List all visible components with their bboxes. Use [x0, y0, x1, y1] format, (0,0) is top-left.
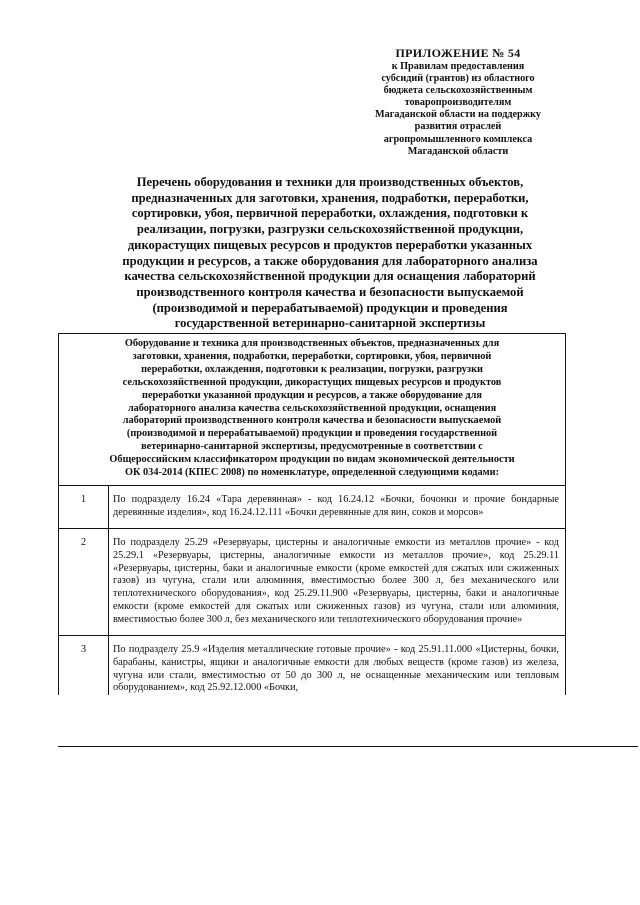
title-line: продукции и ресурсов, а также оборудования для лабораторного анализа: [122, 253, 538, 268]
row-number: 1: [59, 485, 109, 528]
header-line: переработки, охлаждения, подготовки к реализации, погрузки, разгрузки: [141, 363, 483, 375]
row-text: По подразделу 25.29 «Резервуары, цистерны и аналогичные емкости из металлов прочие» - код 25.29.1 «Резервуары, цистерны, аналогичные емкости из металлов прочие», код 25.29.11 «Резервуары, цистерны, баки и аналогичные емкости (кроме емкостей для сжатых или сжиженных газов) из чугуна, стали или алюминия, вместимостью более 300 л, без механического или теплотехнического оборудования», код 25.29.11.900 «Резервуары, цистерны, баки и аналогичные емкости (кроме емкостей для сжатых или сжиженных газов) из чугуна, стали или алюминия, вместимостью более 300 л, без механического или теплотехнического оборудования прочие»: [109, 529, 566, 636]
title-line: реализации, погрузки, разгрузки сельскохозяйственной продукции,: [136, 222, 524, 237]
row-number: 2: [59, 529, 109, 636]
title-line: качества сельскохозяйственной продукции для оснащения лабораторий: [124, 269, 536, 284]
title-line: государственной ветеринарно-санитарной экспертизы: [174, 316, 486, 331]
title-line: сортировки, убоя, первичной переработки, охлаждения, подготовки к: [131, 206, 529, 221]
appendix-line: товаропроизводителям: [404, 97, 512, 109]
appendix-line: к Правилам предоставления: [391, 61, 525, 72]
row-text: По подразделу 25.9 «Изделия металлические готовые прочие» - код 25.91.11.000 «Цистерны, бочки, барабаны, канистры, ящики и аналогичные емкости для любых веществ (кроме газов) из железа, чугуна или стали, вместимостью от 50 до 300 л, не оснащенные механическим или тепловым оборудованием», код 25.92.12.000 «Бочки,: [109, 636, 566, 695]
appendix-line: агропромышленного комплекса: [383, 133, 533, 145]
header-line: заготовки, хранения, подработки, переработки, сортировки, убоя, первичной: [132, 350, 492, 362]
appendix-line: субсидий (грантов) из областного: [381, 73, 535, 85]
appendix-line: Магаданской области: [407, 145, 509, 157]
document-title: [78, 175, 582, 332]
table-row: [59, 529, 566, 636]
title-line: предназначенных для заготовки, хранения, подработки, переработки,: [131, 190, 529, 205]
table-header-cell: [59, 334, 566, 486]
table-header-row: [59, 334, 566, 486]
table-row: [59, 636, 566, 695]
title-line: дикорастущих пищевых ресурсов и продуктов переработки указанных: [127, 237, 533, 252]
header-line: Общероссийским классификатором продукции по видам экономической деятельности: [109, 454, 515, 466]
appendix-line: бюджета сельскохозяйственным: [383, 85, 533, 97]
row-text: По подразделу 16.24 «Тара деревянная» - код 16.24.12 «Бочки, бочонки и прочие бондарные деревянные изделия», код 16.24.12.111 «Бочки деревянные для вин, соков и морсов»: [109, 485, 566, 528]
appendix-block: [338, 46, 578, 158]
header-line: ветеринарно-санитарной экспертизы, предусмотренные в соответствии с: [141, 441, 483, 453]
header-line: Оборудование и техника для производственных объектов, предназначенных для: [124, 338, 500, 349]
title-line: Перечень оборудования и техники для производственных объектов,: [136, 175, 524, 189]
header-line: лабораторного анализа качества сельскохозяйственной продукции, оснащения: [127, 402, 497, 414]
header-line: переработки указанной продукции и ресурсов, а также оборудование для: [142, 389, 482, 401]
title-line: производственного контроля качества и безопасности выпускаемой: [136, 284, 524, 299]
header-line: ОК 034-2014 (КПЕС 2008) по номенклатуре, определенной следующими кодами:: [124, 467, 500, 479]
row-number: 3: [59, 636, 109, 695]
appendix-line: Магаданской области на поддержку: [375, 109, 541, 121]
appendix-heading: ПРИЛОЖЕНИЕ № 54: [395, 46, 521, 60]
appendix-line: развития отраслей: [414, 121, 502, 133]
header-line: сельскохозяйственной продукции, дикорастущих пищевых ресурсов и продуктов: [122, 376, 502, 388]
header-line: лабораторий производственного контроля качества и безопасности выпускаемой: [122, 415, 502, 427]
title-line: (производимой и перерабатываемой) продукции и проведения: [152, 300, 508, 315]
table-row: [59, 485, 566, 528]
page-cut-line: [58, 746, 638, 747]
header-line: (производимой и перерабатываемой) продукции и проведения государственной: [126, 428, 498, 440]
equipment-table: [58, 333, 566, 695]
